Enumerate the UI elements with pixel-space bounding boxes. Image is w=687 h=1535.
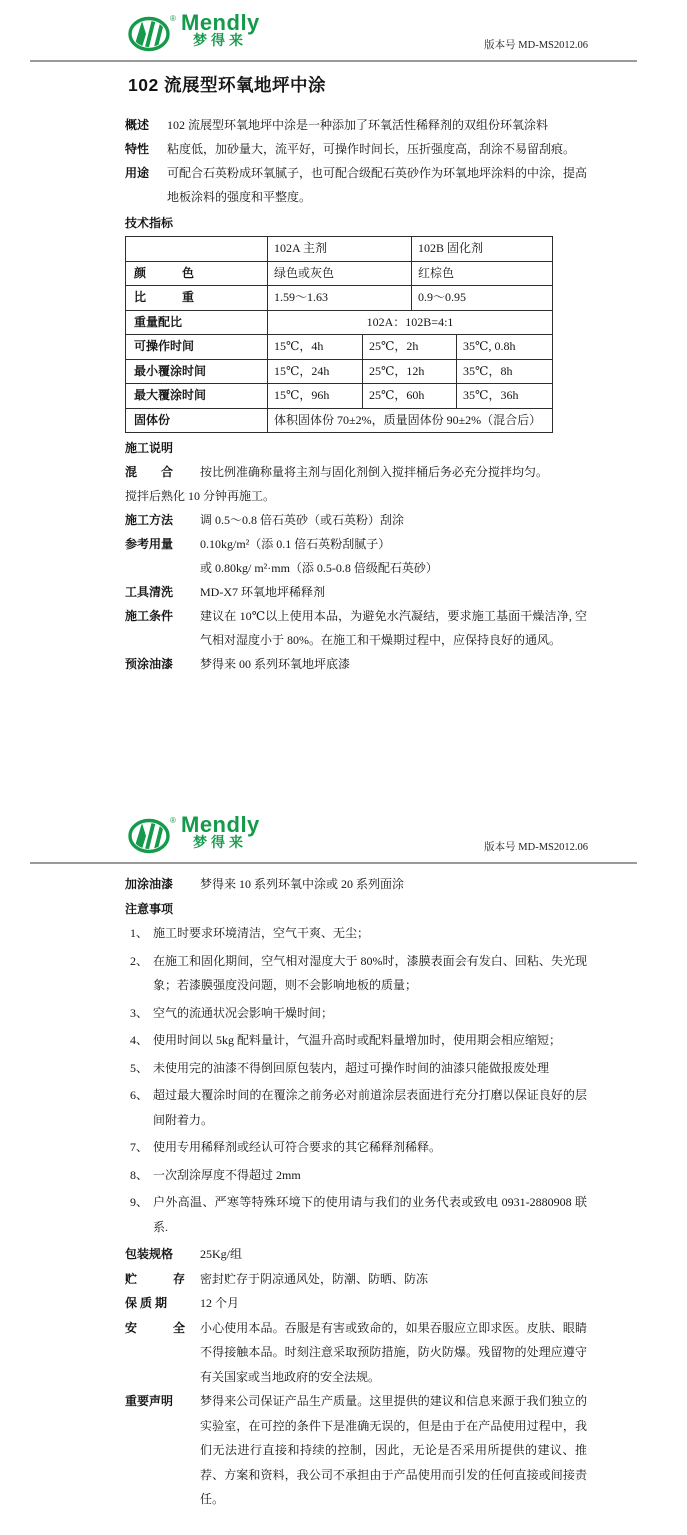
- brand-name-en: Mendly: [181, 812, 260, 837]
- primer-text: 梦得来 00 系列环氧地坪底漆: [200, 657, 351, 671]
- storage-item: [125, 1267, 587, 1292]
- col-header-102a: 102A 主剂: [268, 237, 412, 262]
- note-item-1: [125, 921, 587, 946]
- brand-text-block: [181, 12, 260, 48]
- table-header-row: [126, 237, 553, 262]
- brand-name-cn: 梦得来: [193, 834, 247, 850]
- primer-label: 预涂油漆: [125, 657, 174, 671]
- brand-name-en: Mendly: [181, 10, 260, 35]
- registered-mark: ®: [170, 816, 176, 825]
- note-num-1: 1、: [130, 926, 149, 940]
- method-label: 施工方法: [125, 513, 174, 527]
- dosage-line2: 或 0.80kg/ m²·mm（添 0.5-0.8 倍级配石英砂）: [200, 561, 438, 575]
- row-min-recoat-35: 35℃，8h: [457, 359, 553, 384]
- header-divider: [30, 60, 637, 62]
- features-section: [125, 137, 587, 161]
- overview-section: [125, 113, 587, 137]
- row-pot-life-25: 25℃，2h: [363, 335, 457, 360]
- dosage-line1: 0.10kg/m²（添 0.1 倍石英粉刮腻子）: [200, 537, 391, 551]
- features-label: 特性: [125, 142, 150, 156]
- page2-content: [125, 872, 587, 1512]
- primer-item: [125, 652, 587, 676]
- note-item-9: [125, 1190, 587, 1239]
- col-header-102b: 102B 固化剂: [412, 237, 553, 262]
- method-item: [125, 508, 587, 532]
- note-num-8: 8、: [130, 1167, 149, 1182]
- mendly-logo-icon: [128, 814, 178, 856]
- page-header: [0, 0, 687, 54]
- row-max-recoat: [126, 384, 553, 409]
- safety-item: [125, 1316, 587, 1390]
- row-max-recoat-35: 35℃，36h: [457, 384, 553, 409]
- brand-name-cn: 梦得来: [193, 32, 247, 48]
- note-num-3: 3、: [130, 1005, 149, 1020]
- note-num-2: 2、: [130, 953, 149, 968]
- tool-cleaning-item: [125, 580, 587, 604]
- note-item-4: [125, 1028, 587, 1053]
- brand-text-block-2: [181, 814, 260, 850]
- overview-label: 概述: [125, 118, 150, 132]
- row-weight-ratio: [126, 310, 553, 335]
- packaging-item: [125, 1242, 587, 1267]
- method-text: 调 0.5～0.8 倍石英砂（或石英粉）刮涂: [200, 513, 405, 527]
- mendly-logo-icon: [128, 12, 178, 54]
- topcoat-label: 加涂油漆: [125, 877, 174, 891]
- packaging-text: 25Kg/组: [200, 1247, 243, 1261]
- dosage-label: 参考用量: [125, 537, 174, 551]
- table-corner-cell: [126, 237, 268, 262]
- row-density: [126, 286, 553, 311]
- row-color: [126, 261, 553, 286]
- note-num-7: 7、: [130, 1140, 149, 1154]
- row-min-recoat-25: 25℃，12h: [363, 359, 457, 384]
- row-min-recoat: [126, 359, 553, 384]
- row-color-label: 颜 色: [126, 261, 268, 286]
- document-title: 102 流展型环氧地坪中涂: [128, 75, 327, 95]
- row-pot-life-35: 35℃, 0.8h: [457, 335, 553, 360]
- row-pot-life: [126, 335, 553, 360]
- tool-cleaning-label: 工具清洗: [125, 585, 174, 599]
- note-item-5: [125, 1056, 587, 1081]
- packaging-label: 包装规格: [125, 1247, 174, 1261]
- mixing-label: 混 合: [125, 465, 174, 479]
- mixing-item: [125, 460, 587, 484]
- notes-heading: 注意事项: [125, 901, 174, 916]
- note-item-3: [125, 1001, 587, 1026]
- row-density-a: 1.59～1.63: [268, 286, 412, 311]
- note-num-4: 4、: [130, 1033, 149, 1047]
- disclaimer-item: [125, 1389, 587, 1512]
- row-max-recoat-15: 15℃，96h: [268, 384, 363, 409]
- row-pot-life-15: 15℃，4h: [268, 335, 363, 360]
- row-min-recoat-15: 15℃，24h: [268, 359, 363, 384]
- row-solids-value: 体积固体份 70±2%，质量固体份 90±2%（混合后）: [268, 408, 553, 433]
- note-text-4: 使用时间以 5kg 配料量计，气温升高时或配料量增加时，使用期会相应缩短；: [153, 1033, 562, 1047]
- note-text-5: 未使用完的油漆不得倒回原包装内，超过可操作时间的油漆只能做报废处理: [153, 1060, 550, 1075]
- note-item-2: [125, 949, 587, 998]
- storage-text: 密封贮存于阴凉通风处，防潮、防晒、防冻: [200, 1271, 429, 1286]
- tool-cleaning-text: MD-X7 环氧地坪稀释剂: [200, 585, 325, 599]
- row-weight-ratio-value: 102A：102B=4:1: [268, 310, 553, 335]
- usage-section: [125, 161, 587, 209]
- row-max-recoat-25: 25℃，60h: [363, 384, 457, 409]
- dosage-item: [125, 532, 587, 580]
- row-max-recoat-label: 最大覆涂时间: [126, 384, 268, 409]
- header-divider-2: [30, 862, 637, 864]
- conditions-item: [125, 604, 587, 652]
- tech-specs-table: [125, 236, 553, 433]
- brand-logo-2: [128, 814, 687, 856]
- note-num-9: 9、: [130, 1195, 149, 1209]
- version-label: 版本号 MD-MS2012.06: [484, 842, 588, 853]
- note-item-7: [125, 1135, 587, 1160]
- note-num-5: 5、: [130, 1060, 149, 1075]
- conditions-text: 建议在 10℃以上使用本品，为避免水汽凝结，要求施工基面干燥洁净, 空气相对湿度小于 80%。在施工和干燥期过程中，应保持良好的通风。: [200, 609, 587, 647]
- shelf-life-text: 12 个月: [200, 1296, 240, 1310]
- page2-header: [0, 770, 687, 856]
- row-color-b: 红棕色: [412, 261, 553, 286]
- row-density-b: 0.9～0.95: [412, 286, 553, 311]
- note-text-6: 超过最大覆涂时间的在覆涂之前务必对前道涂层表面进行充分打磨以保证良好的层间附着力。: [153, 1088, 587, 1127]
- row-solids-label: 固体份: [126, 408, 268, 433]
- topcoat-item: [125, 872, 587, 897]
- disclaimer-label: 重要声明: [125, 1394, 174, 1408]
- shelf-life-item: [125, 1291, 587, 1316]
- disclaimer-text: 梦得来公司保证产品生产质量。这里提供的建议和信息来源于我们独立的实验室，在可控的条件下是准确无误的，但是由于在产品使用过程中，我们无法进行直接和持续的控制，因此，无论是否采用所提供的建议、推荐、方案和资料，我公司不承担由于产品使用而引发的任何直接或间接责任。: [200, 1394, 587, 1506]
- note-item-8: [125, 1163, 587, 1188]
- registered-mark: ®: [170, 14, 176, 23]
- row-color-a: 绿色或灰色: [268, 261, 412, 286]
- usage-text: 可配合石英粉成环氧腻子，也可配合级配石英砂作为环氧地坪涂料的中涂，提高地板涂料的强度和平整度。: [167, 166, 588, 204]
- conditions-label: 施工条件: [125, 609, 174, 623]
- version-label: 版本号 MD-MS2012.06: [484, 40, 588, 51]
- mixing-text-line2: 搅拌后熟化 10 分钟再施工。: [125, 489, 276, 503]
- tech-specs-heading: 技术指标: [125, 216, 174, 230]
- shelf-life-label: 保 质 期: [125, 1296, 168, 1310]
- note-text-9: 户外高温、严寒等特殊环境下的使用请与我们的业务代表或致电 0931-2880908 联系.: [153, 1195, 587, 1234]
- note-text-8: 一次刮涂厚度不得超过 2mm: [153, 1167, 301, 1182]
- features-text: 粘度低，加砂量大，流平好，可操作时间长，压折强度高，刮涂不易留刮痕。: [167, 142, 576, 156]
- storage-label: 贮 存: [125, 1271, 186, 1286]
- row-pot-life-label: 可操作时间: [126, 335, 268, 360]
- page1-content: [125, 113, 587, 676]
- row-min-recoat-label: 最小覆涂时间: [126, 359, 268, 384]
- note-text-7: 使用专用稀释剂或经认可符合要求的其它稀释剂稀释。: [153, 1140, 442, 1154]
- overview-text: 102 流展型环氧地坪中涂是一种添加了环氧活性稀释剂的双组份环氧涂料: [167, 118, 549, 132]
- note-text-2: 在施工和固化期间，空气相对湿度大于 80%时，漆膜表面会有发白、回粘、失光现象；若漆膜强度没问题，则不会影响地板的质量；: [153, 953, 587, 992]
- topcoat-text: 梦得来 10 系列环氧中涂或 20 系列面涂: [200, 877, 405, 891]
- note-text-1: 施工时要求环境清洁，空气干爽、无尘；: [153, 926, 370, 940]
- note-num-6: 6、: [130, 1088, 149, 1102]
- row-density-label: 比 重: [126, 286, 268, 311]
- note-item-6: [125, 1083, 587, 1132]
- safety-text: 小心使用本品。吞服是有害或致命的，如果吞服应立即求医。皮肤、眼睛不得接触本品。时刻注意采取预防措施，防火防爆。残留物的处理应遵守有关国家或当地政府的安全法规。: [200, 1320, 587, 1384]
- note-text-3: 空气的流通状况会影响干燥时间；: [153, 1005, 334, 1020]
- usage-label: 用途: [125, 166, 150, 180]
- mixing-text-line1: 按比例准确称量将主剂与固化剂倒入搅拌桶后务必充分搅拌均匀。: [200, 465, 549, 479]
- row-weight-ratio-label: 重量配比: [126, 310, 268, 335]
- brand-logo: [128, 12, 687, 54]
- safety-label: 安 全: [125, 1320, 186, 1335]
- dosage-text: [200, 532, 587, 580]
- construction-heading: 施工说明: [125, 441, 174, 455]
- page-2: [0, 770, 687, 1512]
- row-solids: [126, 408, 553, 433]
